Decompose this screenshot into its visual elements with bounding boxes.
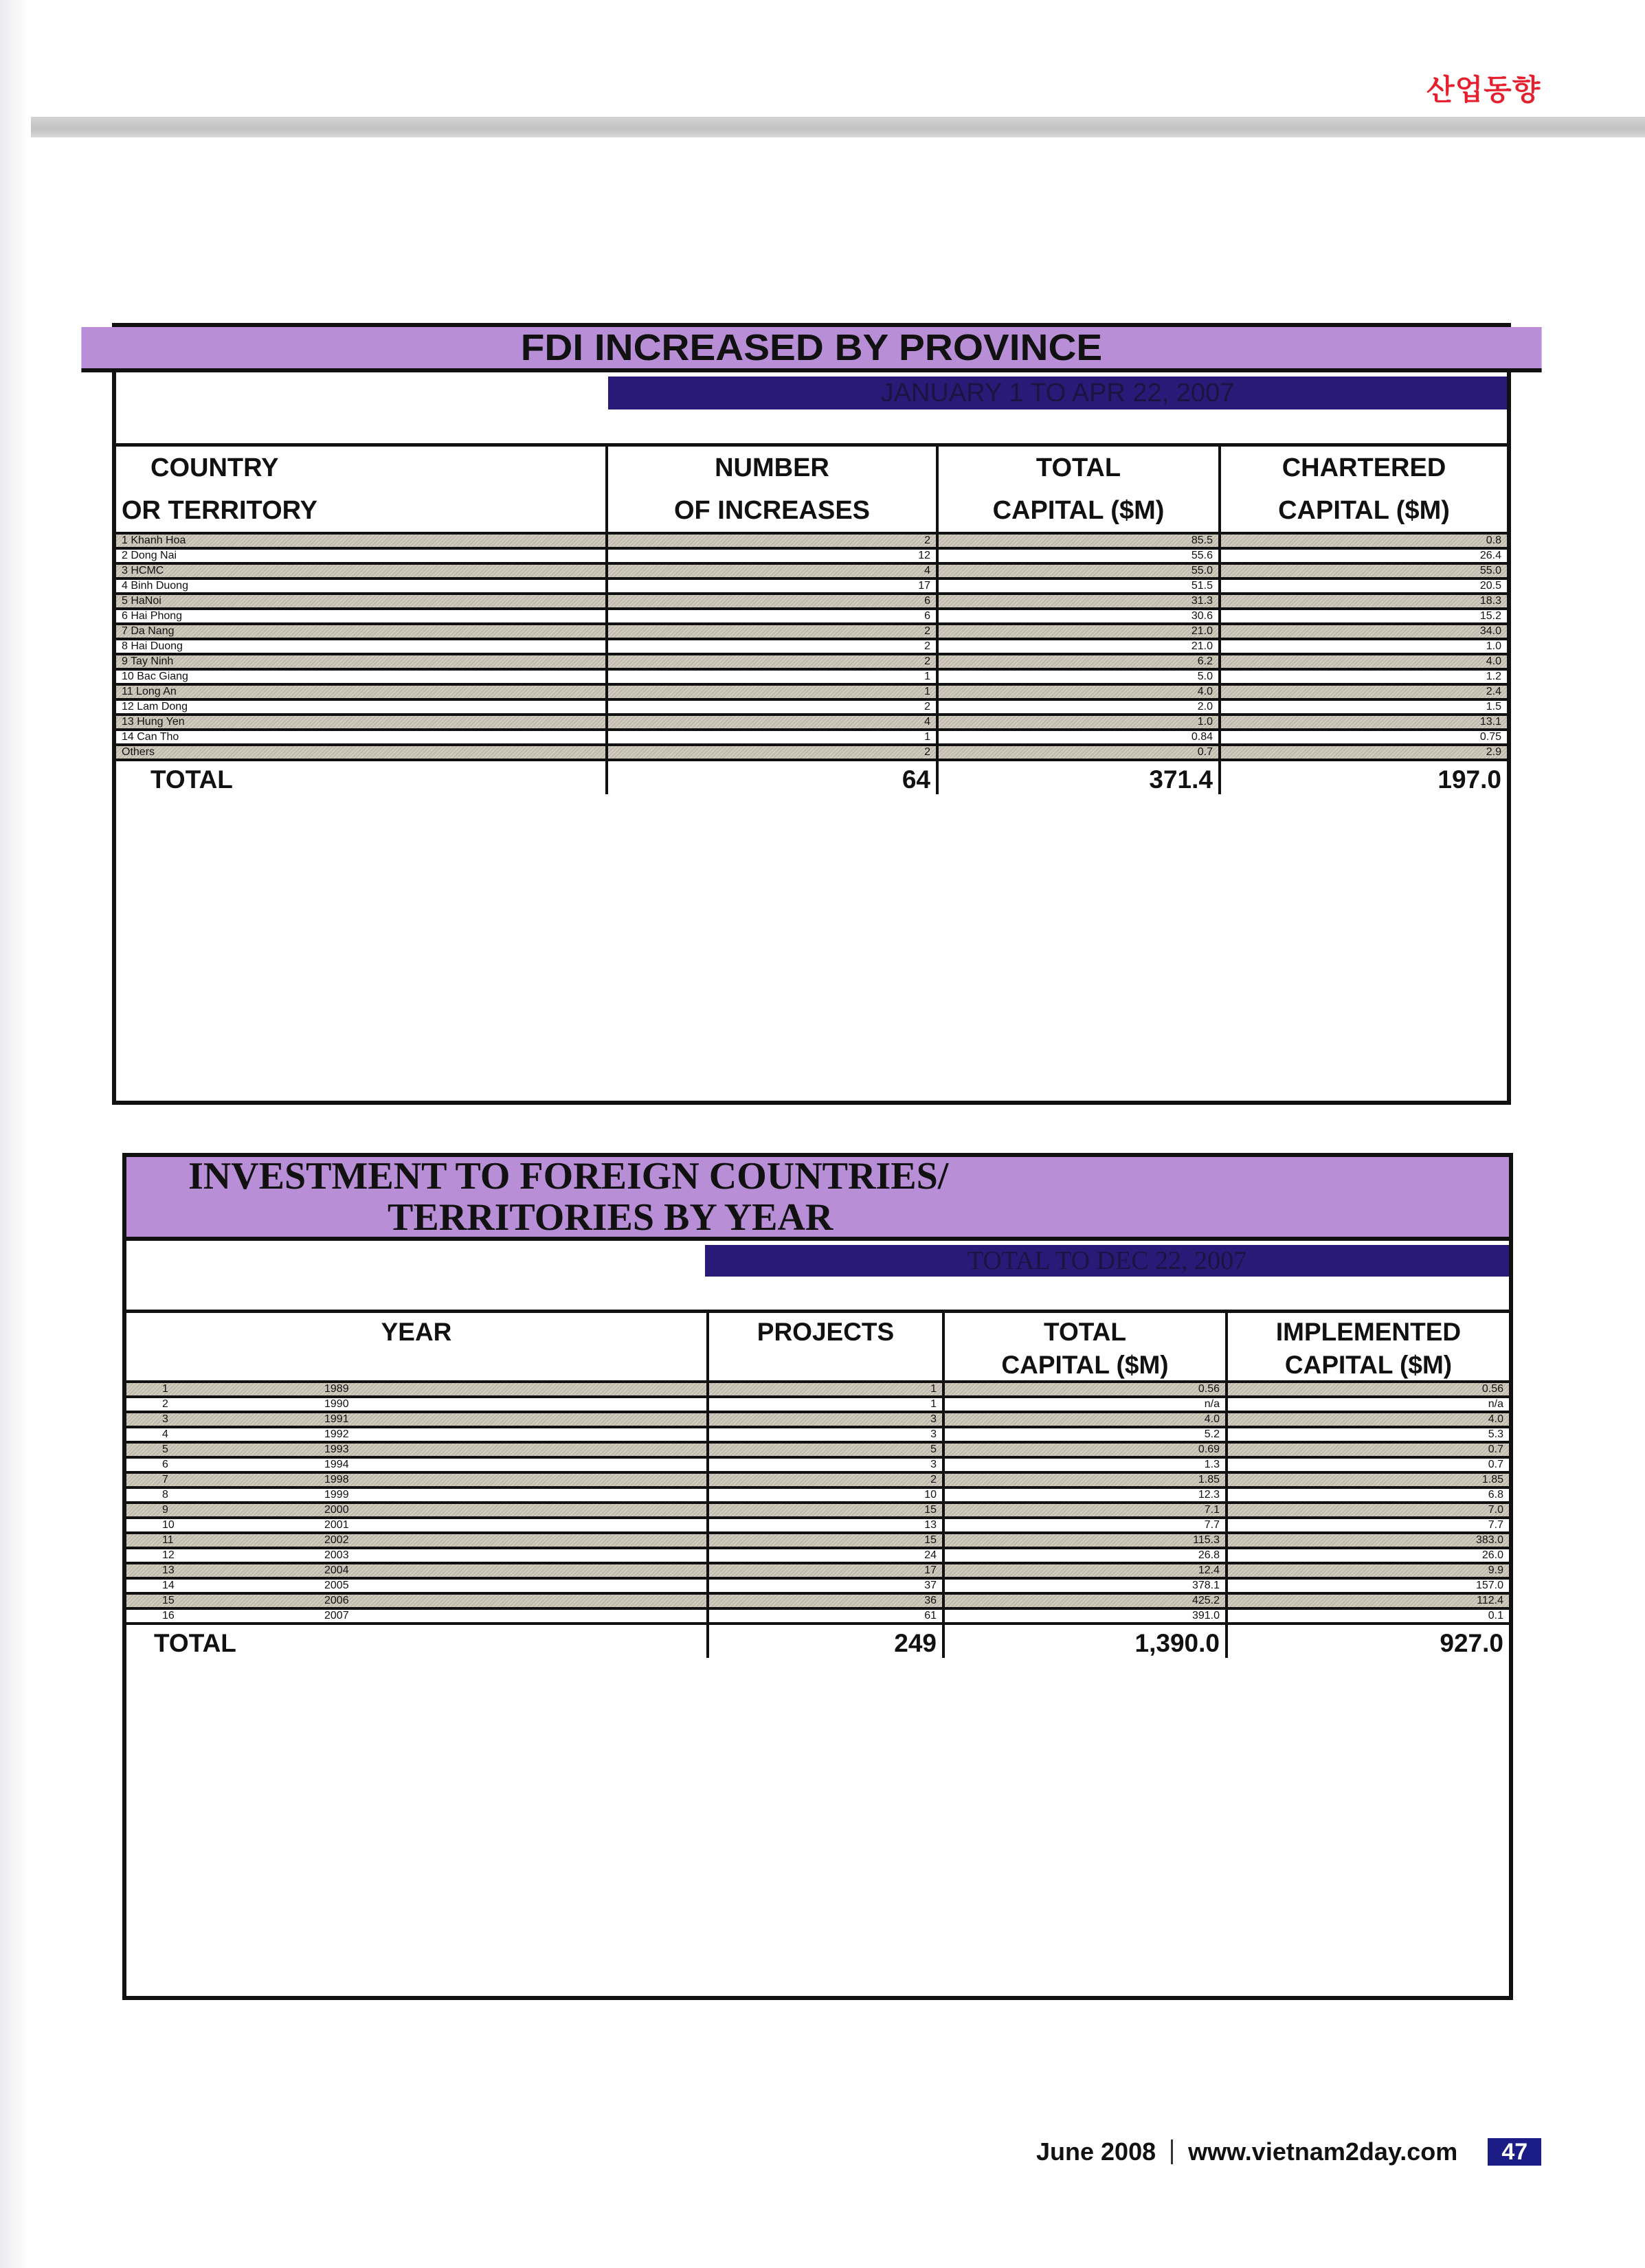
- year-cell: [126, 1489, 709, 1504]
- table-row: [116, 686, 1507, 701]
- year: 1990: [324, 1398, 349, 1410]
- total-capital: 4.0: [945, 1413, 1228, 1428]
- province-name: 6 Hai Phong: [116, 610, 608, 625]
- implemented-capital: 157.0: [1228, 1580, 1509, 1595]
- table-title: FDI INCREASED BY PROVINCE: [81, 327, 1541, 372]
- row-index: 2: [162, 1398, 168, 1410]
- year: 2005: [324, 1580, 349, 1591]
- total-capital: 1.0: [939, 716, 1221, 731]
- province-name: 8 Hai Duong: [116, 640, 608, 655]
- page-number-badge: 47: [1488, 2138, 1541, 2166]
- table-row: [116, 716, 1507, 731]
- total-capital: 5.2: [945, 1428, 1228, 1444]
- total-capital: 0.7: [939, 746, 1221, 761]
- number-of-increases: 4: [608, 716, 939, 731]
- projects: 15: [709, 1534, 945, 1549]
- table-title-line2: TERRITORIES BY YEAR: [388, 1196, 833, 1239]
- column-header: CHARTERED CAPITAL ($M): [1221, 447, 1507, 535]
- implemented-capital: 0.56: [1228, 1383, 1509, 1398]
- year-cell: [126, 1595, 709, 1610]
- total-capital: 371.4: [939, 761, 1221, 794]
- number-of-increases: 1: [608, 731, 939, 746]
- table-title: [126, 1157, 1509, 1241]
- table-row: [116, 671, 1507, 686]
- footer-divider: [1171, 2140, 1173, 2164]
- chartered-capital: 13.1: [1221, 716, 1507, 731]
- table-title-line1: INVESTMENT TO FOREIGN COUNTRIES/: [188, 1155, 949, 1198]
- total-increases: 64: [608, 761, 939, 794]
- implemented-capital: 383.0: [1228, 1534, 1509, 1549]
- total-capital: 21.0: [939, 640, 1221, 655]
- row-index: 8: [162, 1489, 168, 1501]
- projects: 5: [709, 1444, 945, 1459]
- table-row: [116, 535, 1507, 550]
- year-cell: [126, 1564, 709, 1580]
- province-name: 13 Hung Yen: [116, 716, 608, 731]
- chartered-capital: 0.75: [1221, 731, 1507, 746]
- total-capital: 21.0: [939, 625, 1221, 640]
- province-name: 5 HaNoi: [116, 595, 608, 610]
- province-name: 12 Lam Dong: [116, 701, 608, 716]
- table-row: [126, 1383, 1509, 1398]
- year-cell: [126, 1549, 709, 1564]
- table-row: [116, 655, 1507, 671]
- row-index: 3: [162, 1413, 168, 1425]
- table-row: [116, 625, 1507, 640]
- year: 2003: [324, 1549, 349, 1561]
- chartered-capital: 1.2: [1221, 671, 1507, 686]
- total-row: [126, 1625, 1509, 1658]
- implemented-capital: 7.0: [1228, 1504, 1509, 1519]
- projects: 37: [709, 1580, 945, 1595]
- year-cell: [126, 1428, 709, 1444]
- province-name: 1 Khanh Hoa: [116, 535, 608, 550]
- province-name: 7 Da Nang: [116, 625, 608, 640]
- row-index: 13: [162, 1564, 175, 1576]
- year-cell: [126, 1519, 709, 1534]
- projects: 1: [709, 1383, 945, 1398]
- table-row: [126, 1549, 1509, 1564]
- chartered-capital: 20.5: [1221, 580, 1507, 595]
- total-capital: 51.5: [939, 580, 1221, 595]
- table-row: [126, 1398, 1509, 1413]
- year: 1989: [324, 1383, 349, 1395]
- year-cell: [126, 1474, 709, 1489]
- implemented-capital: 0.7: [1228, 1459, 1509, 1474]
- year: 2000: [324, 1504, 349, 1516]
- website-link[interactable]: www.vietnam2day.com: [1188, 2137, 1458, 2166]
- table-row: [126, 1519, 1509, 1534]
- chartered-capital: 2.9: [1221, 746, 1507, 761]
- year-cell: [126, 1383, 709, 1398]
- date-range-bar: JANUARY 1 TO APR 22, 2007: [608, 377, 1507, 409]
- header-band: [31, 117, 1645, 137]
- table-row: [116, 610, 1507, 625]
- chartered-capital: 2.4: [1221, 686, 1507, 701]
- implemented-capital: n/a: [1228, 1398, 1509, 1413]
- year-cell: [126, 1398, 709, 1413]
- issue-date: June 2008: [1036, 2137, 1156, 2166]
- implemented-capital: 0.1: [1228, 1610, 1509, 1625]
- total-capital: 31.3: [939, 595, 1221, 610]
- chartered-capital: 1.5: [1221, 701, 1507, 716]
- year: 1992: [324, 1428, 349, 1440]
- row-index: 16: [162, 1610, 175, 1621]
- total-capital: 5.0: [939, 671, 1221, 686]
- row-index: 14: [162, 1580, 175, 1591]
- province-name: Others: [116, 746, 608, 761]
- number-of-increases: 2: [608, 535, 939, 550]
- year: 1991: [324, 1413, 349, 1425]
- table-row: [126, 1610, 1509, 1625]
- total-capital: 4.0: [939, 686, 1221, 701]
- year-cell: [126, 1504, 709, 1519]
- row-index: 9: [162, 1504, 168, 1516]
- projects: 10: [709, 1489, 945, 1504]
- page-footer: [1036, 2138, 1541, 2166]
- total-capital: 115.3: [945, 1534, 1228, 1549]
- total-capital: 85.5: [939, 535, 1221, 550]
- column-header: PROJECTS: [709, 1313, 945, 1383]
- year: 1999: [324, 1489, 349, 1501]
- total-capital: 7.7: [945, 1519, 1228, 1534]
- total-row: [116, 761, 1507, 794]
- year: 2002: [324, 1534, 349, 1546]
- total-capital: 2.0: [939, 701, 1221, 716]
- table-row: [126, 1459, 1509, 1474]
- implemented-capital: 9.9: [1228, 1564, 1509, 1580]
- table-row: [116, 731, 1507, 746]
- chartered-capital: 15.2: [1221, 610, 1507, 625]
- number-of-increases: 1: [608, 671, 939, 686]
- chartered-capital: 4.0: [1221, 655, 1507, 671]
- number-of-increases: 1: [608, 686, 939, 701]
- projects: 15: [709, 1504, 945, 1519]
- table-row: [116, 550, 1507, 565]
- number-of-increases: 2: [608, 625, 939, 640]
- implemented-capital: 4.0: [1228, 1413, 1509, 1428]
- chartered-capital: 18.3: [1221, 595, 1507, 610]
- subtitle-area: [126, 1241, 1509, 1313]
- number-of-increases: 4: [608, 565, 939, 580]
- year: 2001: [324, 1519, 349, 1531]
- chartered-capital: 0.8: [1221, 535, 1507, 550]
- table-header-row: [126, 1313, 1509, 1383]
- year: 2007: [324, 1610, 349, 1621]
- number-of-increases: 2: [608, 640, 939, 655]
- table-row: [116, 565, 1507, 580]
- row-index: 10: [162, 1519, 175, 1531]
- column-header: TOTAL CAPITAL ($M): [939, 447, 1221, 535]
- implemented-capital: 7.7: [1228, 1519, 1509, 1534]
- year: 2004: [324, 1564, 349, 1576]
- chartered-capital: 1.0: [1221, 640, 1507, 655]
- projects: 3: [709, 1428, 945, 1444]
- table-body: [126, 1383, 1509, 1625]
- table-row: [126, 1564, 1509, 1580]
- projects: 2: [709, 1474, 945, 1489]
- number-of-increases: 17: [608, 580, 939, 595]
- total-projects: 249: [709, 1625, 945, 1658]
- projects: 3: [709, 1459, 945, 1474]
- implemented-capital: 6.8: [1228, 1489, 1509, 1504]
- row-index: 6: [162, 1459, 168, 1470]
- total-capital: 26.8: [945, 1549, 1228, 1564]
- table-row: [116, 701, 1507, 716]
- province-name: 10 Bac Giang: [116, 671, 608, 686]
- table-body: [116, 535, 1507, 761]
- year-cell: [126, 1580, 709, 1595]
- table-row: [126, 1504, 1509, 1519]
- table-row: [116, 595, 1507, 610]
- year: 1994: [324, 1459, 349, 1470]
- column-header: NUMBER OF INCREASES: [608, 447, 939, 535]
- province-name: 14 Can Tho: [116, 731, 608, 746]
- projects: 24: [709, 1549, 945, 1564]
- table-row: [126, 1474, 1509, 1489]
- province-name: 2 Dong Nai: [116, 550, 608, 565]
- province-name: 11 Long An: [116, 686, 608, 701]
- total-label: TOTAL: [126, 1625, 709, 1658]
- row-index: 11: [162, 1534, 174, 1546]
- total-capital: 55.6: [939, 550, 1221, 565]
- year: 1998: [324, 1474, 349, 1485]
- year-cell: [126, 1444, 709, 1459]
- province-name: 9 Tay Ninh: [116, 655, 608, 671]
- projects: 36: [709, 1595, 945, 1610]
- number-of-increases: 6: [608, 595, 939, 610]
- row-index: 15: [162, 1595, 175, 1606]
- total-capital: 30.6: [939, 610, 1221, 625]
- table-row: [116, 580, 1507, 595]
- row-index: 4: [162, 1428, 168, 1440]
- table-row: [126, 1444, 1509, 1459]
- total-capital: 1.85: [945, 1474, 1228, 1489]
- chartered-capital: 55.0: [1221, 565, 1507, 580]
- total-capital: 1.3: [945, 1459, 1228, 1474]
- column-header: TOTAL CAPITAL ($M): [945, 1313, 1228, 1383]
- number-of-increases: 2: [608, 746, 939, 761]
- table-row: [126, 1534, 1509, 1549]
- row-index: 1: [162, 1383, 168, 1395]
- year-cell: [126, 1534, 709, 1549]
- investment-abroad-by-year-table: [122, 1153, 1513, 2000]
- row-index: 12: [162, 1549, 175, 1561]
- total-capital: 425.2: [945, 1595, 1228, 1610]
- chartered-capital: 34.0: [1221, 625, 1507, 640]
- total-capital: 0.56: [945, 1383, 1228, 1398]
- total-label: TOTAL: [116, 761, 608, 794]
- implemented-capital: 5.3: [1228, 1428, 1509, 1444]
- projects: 3: [709, 1413, 945, 1428]
- total-capital: n/a: [945, 1398, 1228, 1413]
- column-header: YEAR: [126, 1313, 709, 1383]
- province-name: 3 HCMC: [116, 565, 608, 580]
- page-gutter: [0, 0, 27, 2268]
- table-row: [126, 1489, 1509, 1504]
- implemented-capital: 26.0: [1228, 1549, 1509, 1564]
- projects: 61: [709, 1610, 945, 1625]
- column-header: IMPLEMENTED CAPITAL ($M): [1228, 1313, 1509, 1383]
- total-capital: 6.2: [939, 655, 1221, 671]
- number-of-increases: 6: [608, 610, 939, 625]
- province-name: 4 Binh Duong: [116, 580, 608, 595]
- date-range-bar: TOTAL TO DEC 22, 2007: [705, 1245, 1509, 1277]
- total-capital: 12.3: [945, 1489, 1228, 1504]
- total-capital: 0.69: [945, 1444, 1228, 1459]
- subtitle-area: [116, 372, 1507, 447]
- fdi-by-province-table: [112, 323, 1511, 1105]
- chartered-capital: 26.4: [1221, 550, 1507, 565]
- table-header-row: [116, 447, 1507, 535]
- total-capital: 55.0: [939, 565, 1221, 580]
- total-capital: 391.0: [945, 1610, 1228, 1625]
- column-header: COUNTRY OR TERRITORY: [116, 447, 608, 535]
- implemented-capital: 112.4: [1228, 1595, 1509, 1610]
- table-row: [116, 640, 1507, 655]
- year-cell: [126, 1413, 709, 1428]
- table-row: [116, 746, 1507, 761]
- row-index: 7: [162, 1474, 168, 1485]
- year-cell: [126, 1610, 709, 1625]
- year-cell: [126, 1459, 709, 1474]
- total-capital: 378.1: [945, 1580, 1228, 1595]
- total-capital: 7.1: [945, 1504, 1228, 1519]
- number-of-increases: 2: [608, 701, 939, 716]
- table-row: [126, 1580, 1509, 1595]
- row-index: 5: [162, 1444, 168, 1455]
- total-capital: 1,390.0: [945, 1625, 1228, 1658]
- total-capital: 0.84: [939, 731, 1221, 746]
- table-row: [126, 1428, 1509, 1444]
- year: 1993: [324, 1444, 349, 1455]
- projects: 1: [709, 1398, 945, 1413]
- implemented-capital: 1.85: [1228, 1474, 1509, 1489]
- year: 2006: [324, 1595, 349, 1606]
- implemented-capital: 0.7: [1228, 1444, 1509, 1459]
- number-of-increases: 2: [608, 655, 939, 671]
- total-capital: 12.4: [945, 1564, 1228, 1580]
- table-row: [126, 1595, 1509, 1610]
- number-of-increases: 12: [608, 550, 939, 565]
- projects: 17: [709, 1564, 945, 1580]
- section-tag: 산업동향: [1426, 74, 1541, 106]
- projects: 13: [709, 1519, 945, 1534]
- table-row: [126, 1413, 1509, 1428]
- total-implemented-capital: 927.0: [1440, 1629, 1503, 1657]
- total-chartered-capital: 197.0: [1437, 765, 1501, 794]
